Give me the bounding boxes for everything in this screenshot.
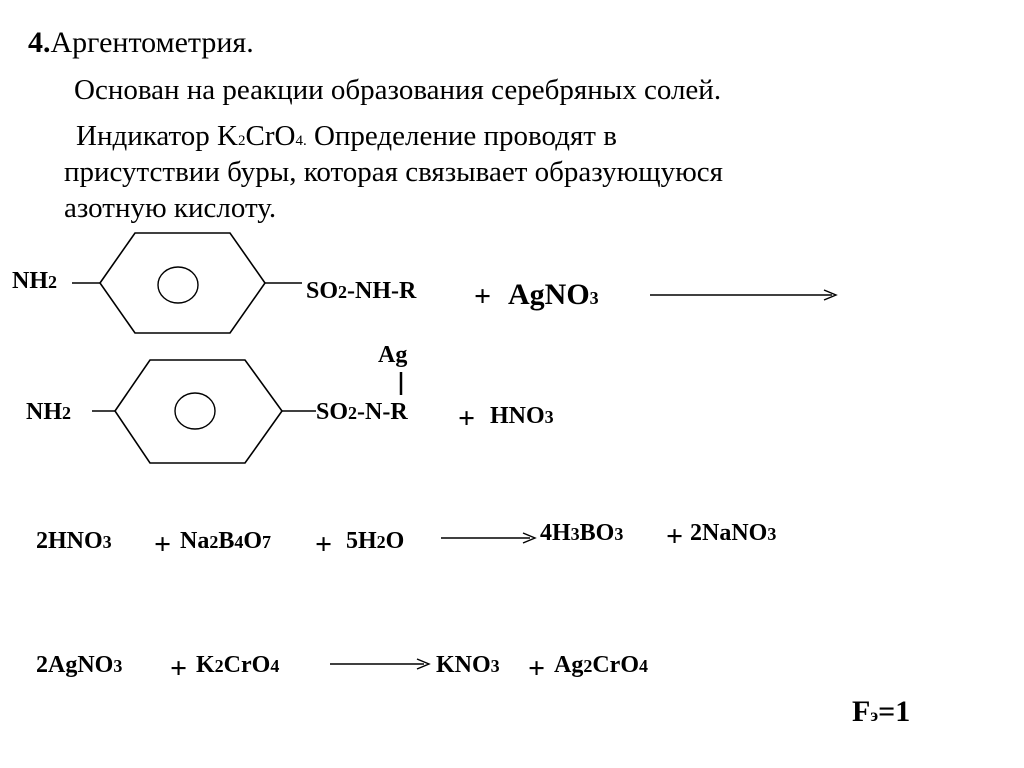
benzene-ring-2-circle — [175, 393, 215, 429]
text-line-4: азотную кислоту. — [64, 192, 277, 224]
benzene-ring-1-circle — [158, 267, 198, 303]
indicator-sub1: 2 — [238, 133, 246, 149]
so2-n-r-label: SO2-N-R — [316, 399, 408, 425]
r2-plus-1: + — [154, 528, 172, 561]
r3-plus-2: + — [528, 652, 546, 685]
so2-nh-r-label: SO2-NH-R — [306, 278, 417, 304]
r3-plus-1: + — [170, 652, 188, 685]
hno3-label-1: HNO3 — [490, 403, 554, 429]
title-text: Аргентометрия. — [50, 26, 254, 59]
benzene-ring-2 — [115, 360, 282, 463]
r2-borax: Na2B4O7 — [180, 528, 272, 554]
r2-boric-acid: 4H3BO3 — [540, 520, 624, 546]
r2-nano3: 2NaNO3 — [690, 520, 777, 546]
title-number: 4. — [28, 26, 51, 59]
r2-water: 5H2O — [346, 528, 405, 554]
r3-kno3: KNO3 — [436, 652, 500, 678]
text-line-1: Основан на реакции образования серебряных солей. — [74, 74, 722, 106]
r3-k2cro4: K2CrO4 — [196, 652, 280, 678]
r3-agno3: 2AgNO3 — [36, 652, 123, 678]
nh2-label-2: NH2 — [26, 399, 71, 425]
indicator-prefix: Индикатор K — [76, 120, 238, 152]
text-line-3: присутствии буры, которая связывает образующуюся — [64, 156, 723, 188]
nh2-label-1: NH2 — [12, 268, 57, 294]
r2-plus-2: + — [315, 528, 333, 561]
r2-plus-3: + — [666, 520, 684, 553]
indicator-sub2: 4. — [295, 133, 307, 149]
benzene-ring-1 — [100, 233, 265, 333]
r2-hno3: 2HNO3 — [36, 528, 112, 554]
plus-2: + — [458, 402, 476, 435]
indicator-post: Определение проводят в — [306, 120, 617, 152]
agno3-label-1: AgNO3 — [508, 278, 599, 311]
equivalence-factor: Fэ=1 — [852, 695, 911, 728]
indicator-mid: CrO — [245, 120, 296, 152]
ag-label: Ag — [378, 342, 408, 368]
plus-1: + — [474, 280, 492, 313]
r3-ag2cro4: Ag2CrO4 — [554, 652, 648, 678]
